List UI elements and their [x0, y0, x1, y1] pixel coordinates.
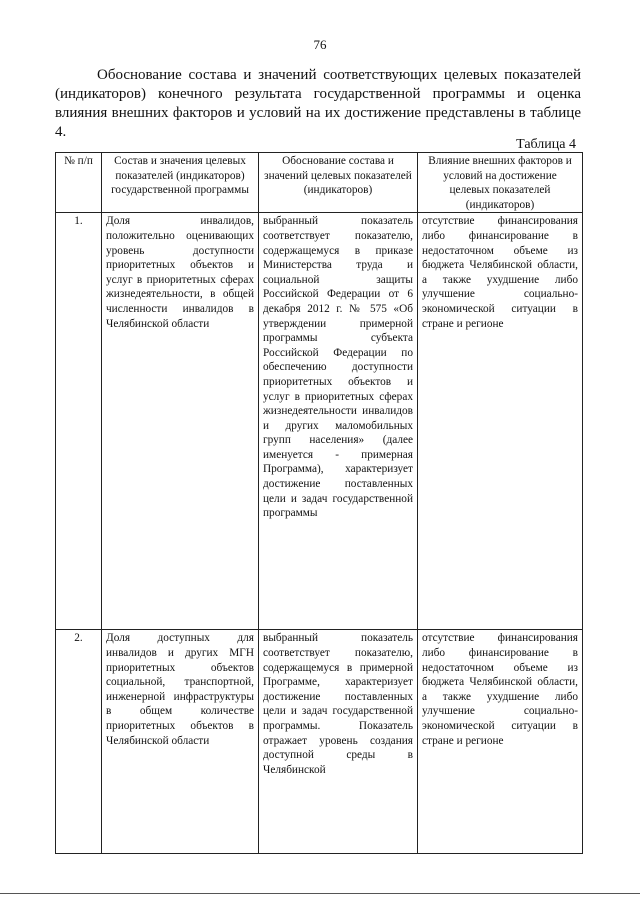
indicators-table [55, 152, 583, 854]
influence-cell: отсутствие финансирования либо финансирование в недостаточном объеме из бюджета Челябинской области, а также ухудшение либо улучшение социально-экономической ситуации в стране и регионе [418, 630, 583, 854]
page-number: 76 [313, 37, 327, 52]
header-justification: Обоснование состава и значений целевых показателей (индикаторов) [259, 153, 418, 213]
table-row [56, 630, 583, 854]
indicator-cell: Доля инвалидов, положительно оценивающих уровень доступности приоритетных объектов и услуг в приоритетных сферах жизнедеятельности, в общей численности инвалидов в Челябинской области [102, 213, 259, 630]
table-row [56, 213, 583, 630]
row-number: 1. [56, 213, 102, 630]
table-caption: Таблица 4 [516, 137, 576, 152]
influence-cell: отсутствие финансирования либо финансирование в недостаточном объеме из бюджета Челябинской области, а также ухудшение либо улучшение социально-экономической ситуации в стране и регионе [418, 213, 583, 630]
footer-divider [0, 893, 640, 894]
header-number: № п/п [56, 153, 102, 213]
intro-paragraph: Обоснование состава и значений соответствующих целевых показателей (индикаторов) конечного результата государственной программы и оценка влияния внешних факторов и условий на их достижение представлены в таблице 4. [55, 67, 581, 140]
row-number: 2. [56, 630, 102, 854]
justification-cell: выбранный показатель соответствует показателю, содержащемуся в приказе Министерства труда и социальной защиты Российской Федерации от 6 декабря 2012 г. № 575 «Об утверждении примерной программы субъекта Российской Федерации по обеспечению доступности приоритетных объектов и услуг в приоритетных сферах жизнедеятельности инвалидов и других маломобильных групп населения» (далее именуется - примерная Программа), характеризует достижение поставленных цели и задач государственной программы [259, 213, 418, 630]
table-header-row [56, 153, 583, 213]
justification-cell: выбранный показатель соответствует показателю, содержащемуся в примерной Программе, характеризует достижение поставленных цели и задач государственной программы. Показатель отражает уровень создания доступной среды в Челябинской [259, 630, 418, 854]
header-indicator: Состав и значения целевых показателей (индикаторов) государственной программы [102, 153, 259, 213]
indicator-cell: Доля доступных для инвалидов и других МГН приоритетных объектов социальной, транспортной, инженерной инфраструктуры в общем количестве приоритетных объектов в Челябинской области [102, 630, 259, 854]
header-influence: Влияние внешних факторов и условий на достижение целевых показателей (индикаторов) [418, 153, 583, 213]
